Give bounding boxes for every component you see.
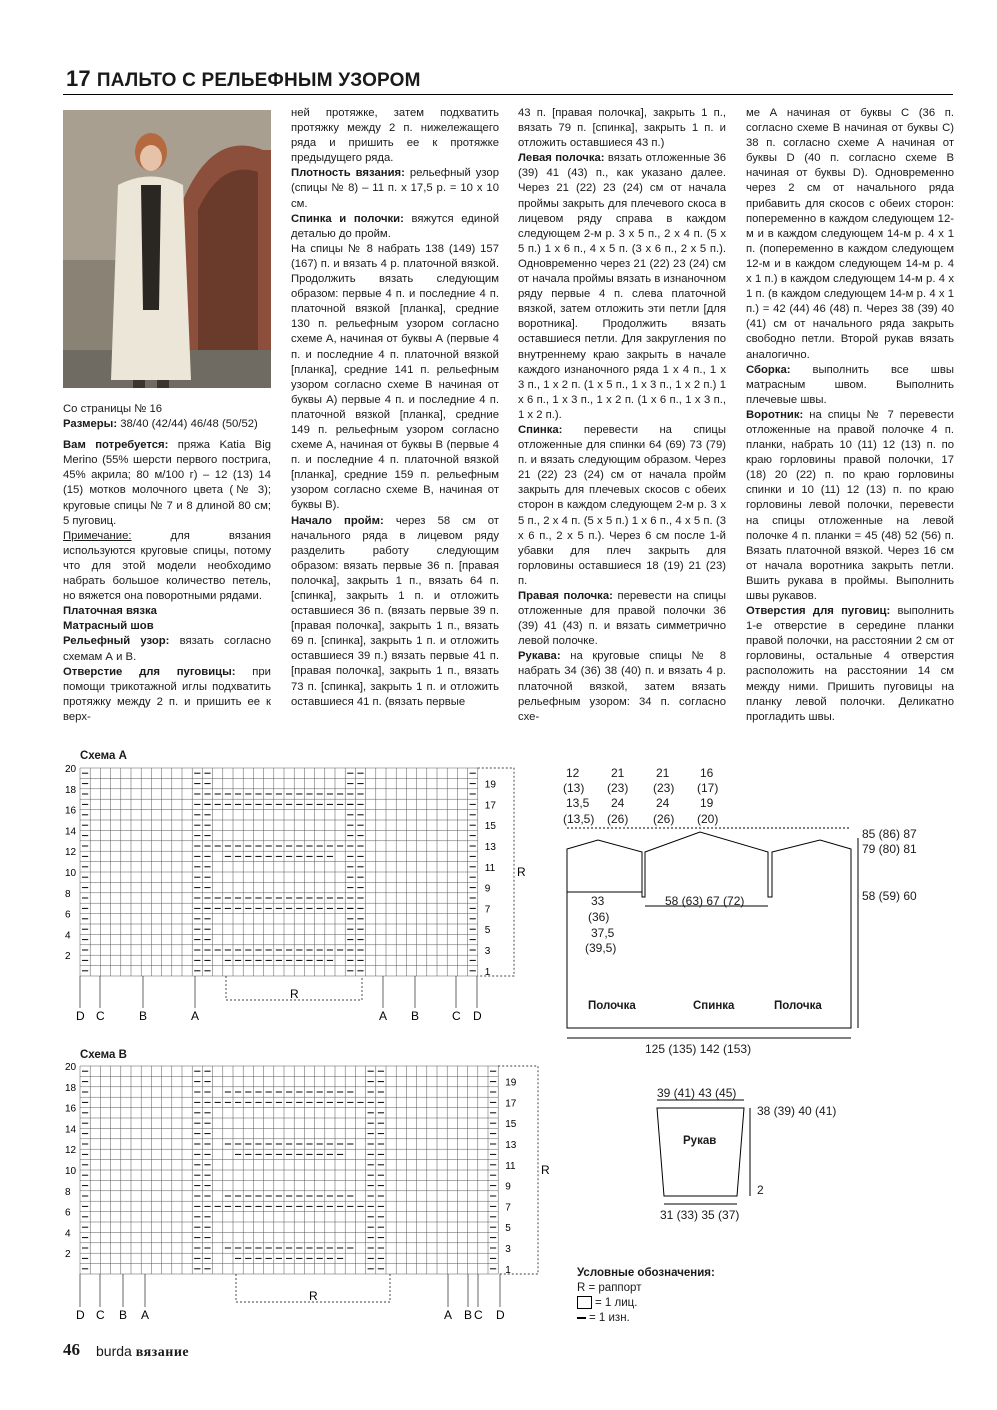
magazine-brand: burda вязание (96, 1343, 190, 1360)
row-number-right: 7 (484, 904, 491, 916)
label-back: Спинка (693, 1000, 735, 1012)
legend-repeat: R = раппорт (577, 1282, 642, 1294)
column-letter: D (496, 1308, 505, 1322)
column-letter: C (96, 1308, 105, 1322)
density-label: Плотность вязания: (291, 167, 405, 180)
assembly-label: Сборка: (746, 363, 791, 376)
row-number-left: 6 (65, 1207, 71, 1219)
row-number-right: 7 (505, 1202, 511, 1214)
materials-label: Вам потребуется: (63, 439, 169, 452)
left-front-label: Левая полочка: (518, 152, 605, 165)
top-dim-1d: (13,5) (563, 812, 595, 826)
right-front-label: Правая полочка: (518, 590, 613, 602)
label-left-front: Полочка (588, 1000, 636, 1012)
back-fronts-label: Спинка и полочки: (291, 212, 404, 225)
rapport-label-vertical: R (517, 865, 526, 879)
column-letter: C (474, 1308, 483, 1322)
top-dim-4b: (17) (697, 781, 719, 795)
row-number-left: 18 (65, 784, 77, 796)
column-letter: B (411, 1009, 420, 1023)
assembly-value: выполнить все швы матрасным швом. Выполнить плечевые швы. (746, 363, 954, 406)
row-number-left: 12 (65, 847, 77, 859)
sleeve-bottom-width: 31 (33) 35 (37) (660, 1208, 740, 1222)
note-value: для вязания используются круговые спицы, потому что для этой модели необходимо набрать большое количество петель, но вяжется она поворотными рядами. (63, 529, 271, 603)
armhole-value: через 58 см от начального ряда в лицевом ряду разделить работу следующим образом: вязать первые 36 п. [правая полочка], закрыть 1 п., вязать 64 п. [спинка], закрыть 1 п. и отложить оставшиеся 36 п. (вязать первые 39 п. [правая полочка], закрыть 1 п., вязать 69 п. [спинка], закрыть 1 п. и отложить оставшиеся 39 п.) вязать первые 41 п. [правая полочка], закрыть 1 п., вязать 73 п. [спинка], закрыть 1 п. и отложить оставшиеся 41 п. (вязать первые (291, 514, 499, 708)
sleeve-label: Рукав (683, 1135, 717, 1147)
stitch-garter: Платочная вязка (63, 605, 157, 618)
from-page: Со страницы № 16 (63, 403, 163, 415)
row-number-right: 3 (484, 946, 491, 957)
column-letter: C (452, 1009, 461, 1023)
column-letter: D (473, 1009, 482, 1023)
row-number-left: 4 (65, 930, 71, 942)
cast-on-text: На спицы № 8 набрать 138 (149) 157 (167) п. и вязать 4 р. платочной вязкой. Продолжить вязать следующим образом: первые 4 п. и последние 4 п. платочной вязкой [планка], средние 130 п. рельефным узором согласно схеме А, начиная от буквы А (первые 4 п. и последние 4 п. платочной вязкой [планка], средние 141 п. рельефным узором согласно схеме В начиная от буквы А) первые 4 п. и последние 4 п. платочной вязкой [планка], средние 149 п. рельефным узором согласно схеме А, начиная от буквы В (первые 4 п. и последние 4 п. платочной вязкой [планка], средние 159 п. рельефным узором согласно схеме В, начиная от буквы В). (291, 242, 499, 512)
rapport-label-vertical: R (541, 1163, 550, 1177)
sleeves-value: на круговые спицы № 8 набрать 34 (36) 38 (40) п. и вязать 4 р. платочной вязкой, затем вязать рельефным узором: 34 п. согласно схе- (518, 650, 726, 723)
row-number-right: 19 (484, 779, 496, 791)
column-letter: A (141, 1308, 150, 1322)
top-dim-2c: 24 (611, 796, 625, 810)
col2-continuation: ней протяжке, затем подхватить протяжку между 2 п. нижележащего ряда и пришить ее к протяжке предыдущего ряда. (291, 107, 499, 165)
bottom-width: 125 (135) 142 (153) (645, 1042, 752, 1056)
row-number-right: 15 (505, 1119, 517, 1131)
col4-continuation: ме А начиная от буквы С (36 п. согласно схеме В начиная от буквы С) 38 п. согласно схеме А начиная от буквы D (40 п. согласно схеме В начиная от буквы D). Одновременно через 2 см от начального ряда прибавить для скосов с обеих сторон: попеременно в каждом следующем 12-м и в каждом следующем 14-м р. 4 х 1 п. (попеременно в каждом следующем 12-м и в каждом следующем 14-м р. 4 х 1 п.) в каждом следующем 14-м р. 4 х 1 п. (в каждом следующем 14-м р. 4 х 1 п.) = 42 (44) 46 (48) п. Через 38 (39) 40 (41) см от начального ряда закрыть свободно петли. Второй рукав вязать аналогично. (746, 107, 954, 361)
page-number: 46 (63, 1340, 80, 1359)
label-right-front: Полочка (774, 1000, 822, 1012)
top-dim-4a: 16 (700, 766, 714, 780)
col3-continuation: 43 п. [правая полочка], закрыть 1 п., вязать 79 п. [спинка], закрыть 1 п. и отложить оставшиеся 43 п.) (518, 107, 726, 150)
top-dim-3b: (23) (653, 781, 675, 795)
row-number-right: 3 (505, 1244, 511, 1255)
row-number-left: 8 (65, 1186, 71, 1198)
row-number-right: 19 (505, 1077, 517, 1089)
density-value: рельефный узор (спицы № 8) – 11 п. х 17,5 р. = 10 х 10 см. (291, 167, 499, 210)
height-shoulder: 79 (80) 81 (862, 842, 917, 856)
sizes-value: 38/40 (42/44) 46/48 (50/52) (117, 418, 258, 431)
legend-knit: = 1 лиц. (577, 1296, 715, 1311)
buttonhole-label: Отверстие для пуговицы: (63, 665, 236, 678)
row-number-left: 14 (65, 826, 77, 838)
legend-purl: = 1 изн. (577, 1311, 715, 1326)
stitch-mattress: Матрасный шов (63, 620, 154, 633)
column-letter: A (191, 1009, 200, 1023)
front-width-4: (39,5) (585, 941, 617, 955)
row-number-left: 12 (65, 1145, 77, 1157)
column-letter: B (119, 1308, 128, 1322)
top-dim-1a: 12 (566, 766, 580, 780)
back-fronts-value: вяжутся единой деталью до пройм. (291, 212, 500, 240)
front-width-3: 37,5 (591, 926, 615, 940)
top-dim-1c: 13,5 (566, 796, 590, 810)
row-number-left: 20 (65, 764, 77, 775)
row-number-right: 13 (505, 1140, 517, 1151)
row-number-right: 9 (505, 1181, 511, 1193)
column-letter: A (444, 1308, 453, 1322)
sleeve-outline (657, 1108, 744, 1196)
row-number-right: 1 (484, 966, 491, 978)
legend-title: Условные обозначения: (577, 1267, 715, 1279)
row-number-left: 6 (65, 909, 71, 921)
top-dim-1b: (13) (563, 781, 585, 795)
row-number-left: 8 (65, 888, 71, 900)
purl-symbol (577, 1317, 586, 1319)
column-letter: A (379, 1009, 388, 1023)
row-number-left: 16 (65, 805, 77, 817)
column-letter: D (76, 1308, 85, 1322)
schema-a-label: Схема А (80, 750, 127, 762)
row-number-right: 11 (484, 862, 496, 874)
note-label: Примечание: (63, 529, 132, 542)
row-number-right: 9 (484, 883, 491, 895)
schema-b-label: Схема В (80, 1049, 127, 1061)
row-number-right: 1 (505, 1264, 511, 1276)
column-letter: B (139, 1009, 148, 1023)
knit-symbol (577, 1296, 592, 1309)
top-dim-4d: (20) (697, 812, 719, 826)
back-label: Спинка: (518, 423, 563, 436)
front-width-1: 33 (591, 894, 605, 908)
collar-label: Воротник: (746, 408, 804, 421)
row-number-left: 2 (65, 1249, 71, 1261)
row-number-left: 16 (65, 1103, 77, 1115)
row-number-left: 20 (65, 1062, 77, 1073)
materials-value: пряжа Katia Big Merino (55% шерсти первого пострига, 45% акрила; 80 м/100 г) – 12 (13) 14 (15) мотков молочного цвета (№ 3); круговые спицы № 7 и 8 длиной 80 см; 5 пуговиц. (63, 439, 271, 527)
row-number-left: 2 (65, 951, 71, 963)
top-dim-3c: 24 (656, 796, 670, 810)
armhole-label: Начало пройм: (291, 514, 384, 527)
row-number-right: 17 (505, 1098, 517, 1110)
relief-value: вязать согласно схемам А и В. (63, 635, 271, 663)
height-total: 85 (86) 87 (862, 827, 917, 841)
sleeve-length: 38 (39) 40 (41) (757, 1104, 837, 1118)
row-number-right: 17 (484, 800, 496, 812)
left-front-value: вязать отложенные 36 (39) 41 (43) п., как указано далее. Через 21 (22) 23 (24) см от начала проймы закрыть для плечевого скоса в лицевом ряду справа в каждом следующем 2-м р. 3 х 5 п., 2 х 4 п. (5 х 5 п.) 1 х 6 п., 4 х 5 п. (3 х 6 п., 2 х 5 п.). Одновременно через 21 (22) 23 (24) см от начала проймы вязать в изнаночном ряду первые 4 п. слева платочной вязкой, затем отложить эти петли [для воротника]. Продолжить вязать оставшиеся петли. Для закругления по внутреннему краю закрыть в начале каждого изнаночного ряда 1 х 4 п., 1 х 3 п., 1 х 2 п. (1 х 5 п., 1 х 3 п., 1 х 2 п.) 1 х 6 п., 1 х 3 п., 1 х 2 п. (1 х 6 п., 1 х 3 п., 1 х 2 п.). (518, 152, 726, 421)
right-front-value: перевести на спицы отложенные для правой полочки 36 (39) 41 (43) п. и вязать симметрично левой полочке. (518, 590, 727, 648)
row-number-right: 11 (505, 1160, 516, 1172)
column-letter: C (96, 1009, 105, 1023)
back-width: 58 (63) 67 (72) (665, 894, 745, 908)
top-dim-4c: 19 (700, 796, 714, 810)
top-dim-2b: (23) (607, 781, 629, 795)
row-number-left: 14 (65, 1124, 77, 1136)
sleeves-label: Рукава: (518, 650, 561, 663)
row-number-right: 5 (484, 925, 491, 937)
sizes-label: Размеры: (63, 418, 118, 431)
row-number-left: 18 (65, 1082, 77, 1094)
row-number-left: 4 (65, 1228, 71, 1240)
legend (577, 1266, 715, 1326)
rapport-label-horizontal: R (290, 987, 299, 1001)
top-dim-3a: 21 (656, 766, 670, 780)
row-number-left: 10 (65, 1166, 77, 1177)
row-number-right: 5 (505, 1223, 511, 1235)
buttonholes-value: выполнить 1-е отверстие в середине планки правой полочки, на расстоянии 2 см от горловины, остальные 4 отверстия расположить на расстоянии 14 см между ними. Пришить пуговицы на планку левой полочки. Деликатно прогладить швы. (746, 605, 954, 723)
sleeve-cuff: 2 (757, 1183, 764, 1197)
column-letter: D (76, 1009, 85, 1023)
top-dim-3d: (26) (653, 812, 675, 826)
rapport-label-horizontal: R (309, 1289, 318, 1303)
top-dim-2a: 21 (611, 766, 625, 780)
relief-label: Рельефный узор: (63, 635, 170, 648)
top-dim-2d: (26) (607, 812, 629, 826)
page-title: 17 ПАЛЬТО С РЕЛЬЕФНЫМ УЗОРОМ (66, 66, 421, 91)
buttonholes-label: Отверстия для пуговиц: (746, 605, 891, 618)
front-width-2: (36) (588, 910, 610, 924)
back-value: перевести на спицы отложенные для спинки 64 (69) 73 (79) п. и вязать следующим образом. Через 21 (22) 23 (24) см от начала пройм закрыть для плечевых скосов с обеих сторон в каждом следующем 2-м р. 3 х 5 п., 2 х 4 п. (5 х 5 п.) 1 х 6 п., 4 х 5 п. (3 х 6 п., 2 х 5 п.). Через 6 см после 1-й убавки для плеч закрыть для горловины оставшиеся 18 (19) 21 (23) п. (518, 423, 726, 587)
sleeve-top-width: 39 (41) 43 (45) (657, 1086, 737, 1100)
row-number-left: 10 (65, 868, 77, 879)
column-letter: B (464, 1308, 473, 1322)
row-number-right: 15 (484, 821, 496, 833)
collar-value: на спицы № 7 перевести отложенные на правой полочке 4 п. планки, набрать 10 (11) 12 (13) п. по краю горловины правой полочки, 17 (18) 20 (22) п. по краю горловины спинки и 10 (11) 12 (13) п. по краю горловины левой полочки, перевести на спицы отложенные на левой полочке 4 п. планки = 45 (48) 52 (56) п. Вязать платочной вязкой. Через 16 см от начала воротника закрыть петли. Вшить рукава в проймы. Выполнить швы рукавов. (746, 408, 954, 602)
buttonhole-value: при помощи трикотажной иглы подхватить протяжку между 2 п. и пришить ее к верх- (63, 665, 271, 723)
height-armhole: 58 (59) 60 (862, 889, 917, 903)
row-number-right: 13 (484, 842, 496, 853)
